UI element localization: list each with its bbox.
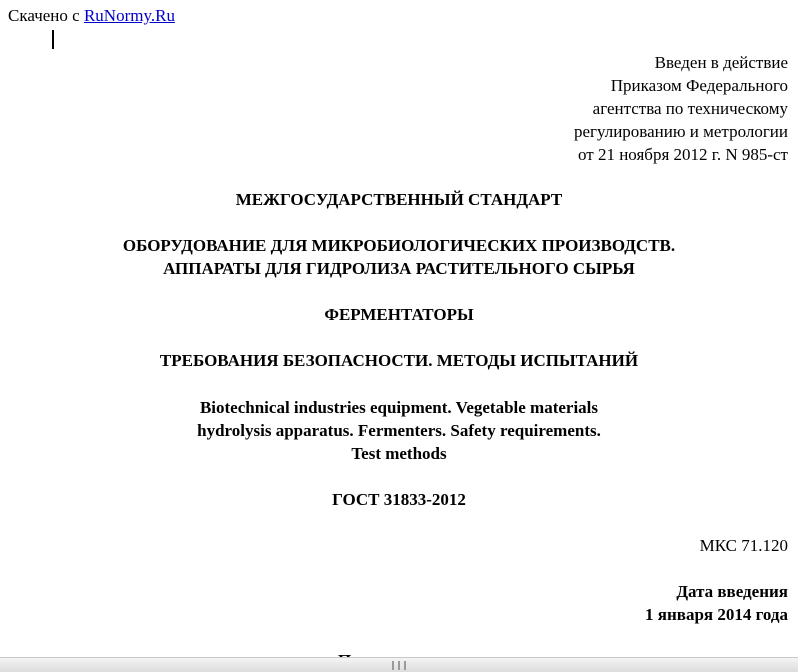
enactment-line: Приказом Федерального — [610, 76, 788, 95]
requirements-ru: ТРЕБОВАНИЯ БЕЗОПАСНОСТИ. МЕТОДЫ ИСПЫТАНИЙ — [159, 351, 639, 370]
standard-type-heading — [0, 188, 798, 211]
subtitle-ru: ФЕРМЕНТАТОРЫ — [324, 305, 474, 324]
title-ru-line: АППАРАТЫ ДЛЯ ГИДРОЛИЗА РАСТИТЕЛЬНОГО СЫРЬЯ — [163, 259, 635, 278]
intro-date-label: Дата введения — [676, 582, 788, 601]
title-en-line: Biotechnical industries equipment. Vegetable materials — [199, 398, 599, 417]
enactment-line: регулированию и метрологии — [573, 122, 788, 141]
scrollbar-grip-icon[interactable] — [392, 661, 406, 670]
mks-code: МКС 71.120 — [699, 536, 788, 555]
title-en-line: hydrolysis apparatus. Fermenters. Safety requirements. — [197, 421, 601, 440]
title-ru-line: ОБОРУДОВАНИЕ ДЛЯ МИКРОБИОЛОГИЧЕСКИХ ПРОИЗВОДСТВ. — [122, 236, 676, 255]
standard-type: МЕЖГОСУДАРСТВЕННЫЙ СТАНДАРТ — [235, 190, 563, 209]
intro-date-value: 1 января 2014 года — [645, 605, 788, 624]
gost-number: ГОСТ 31833-2012 — [332, 490, 466, 509]
enactment-line: Введен в действие — [654, 53, 788, 72]
enactment-line: от 21 ноября 2012 г. N 985-ст — [578, 145, 788, 164]
title-ru-heading — [0, 234, 798, 280]
source-link[interactable]: RuNormy.Ru — [83, 6, 175, 25]
text-cursor — [52, 30, 54, 49]
intro-date-block — [645, 580, 788, 626]
requirements-heading — [0, 349, 798, 372]
source-line — [8, 6, 175, 26]
gost-number-heading — [0, 488, 798, 511]
horizontal-scrollbar[interactable] — [0, 657, 798, 672]
enactment-line: агентства по техническому — [592, 99, 788, 118]
title-en-heading — [0, 396, 798, 465]
subtitle-ru-heading — [0, 303, 798, 326]
title-en-line: Test methods — [351, 444, 447, 463]
enactment-block — [574, 51, 788, 166]
source-prefix: Скачено с — [8, 6, 84, 25]
